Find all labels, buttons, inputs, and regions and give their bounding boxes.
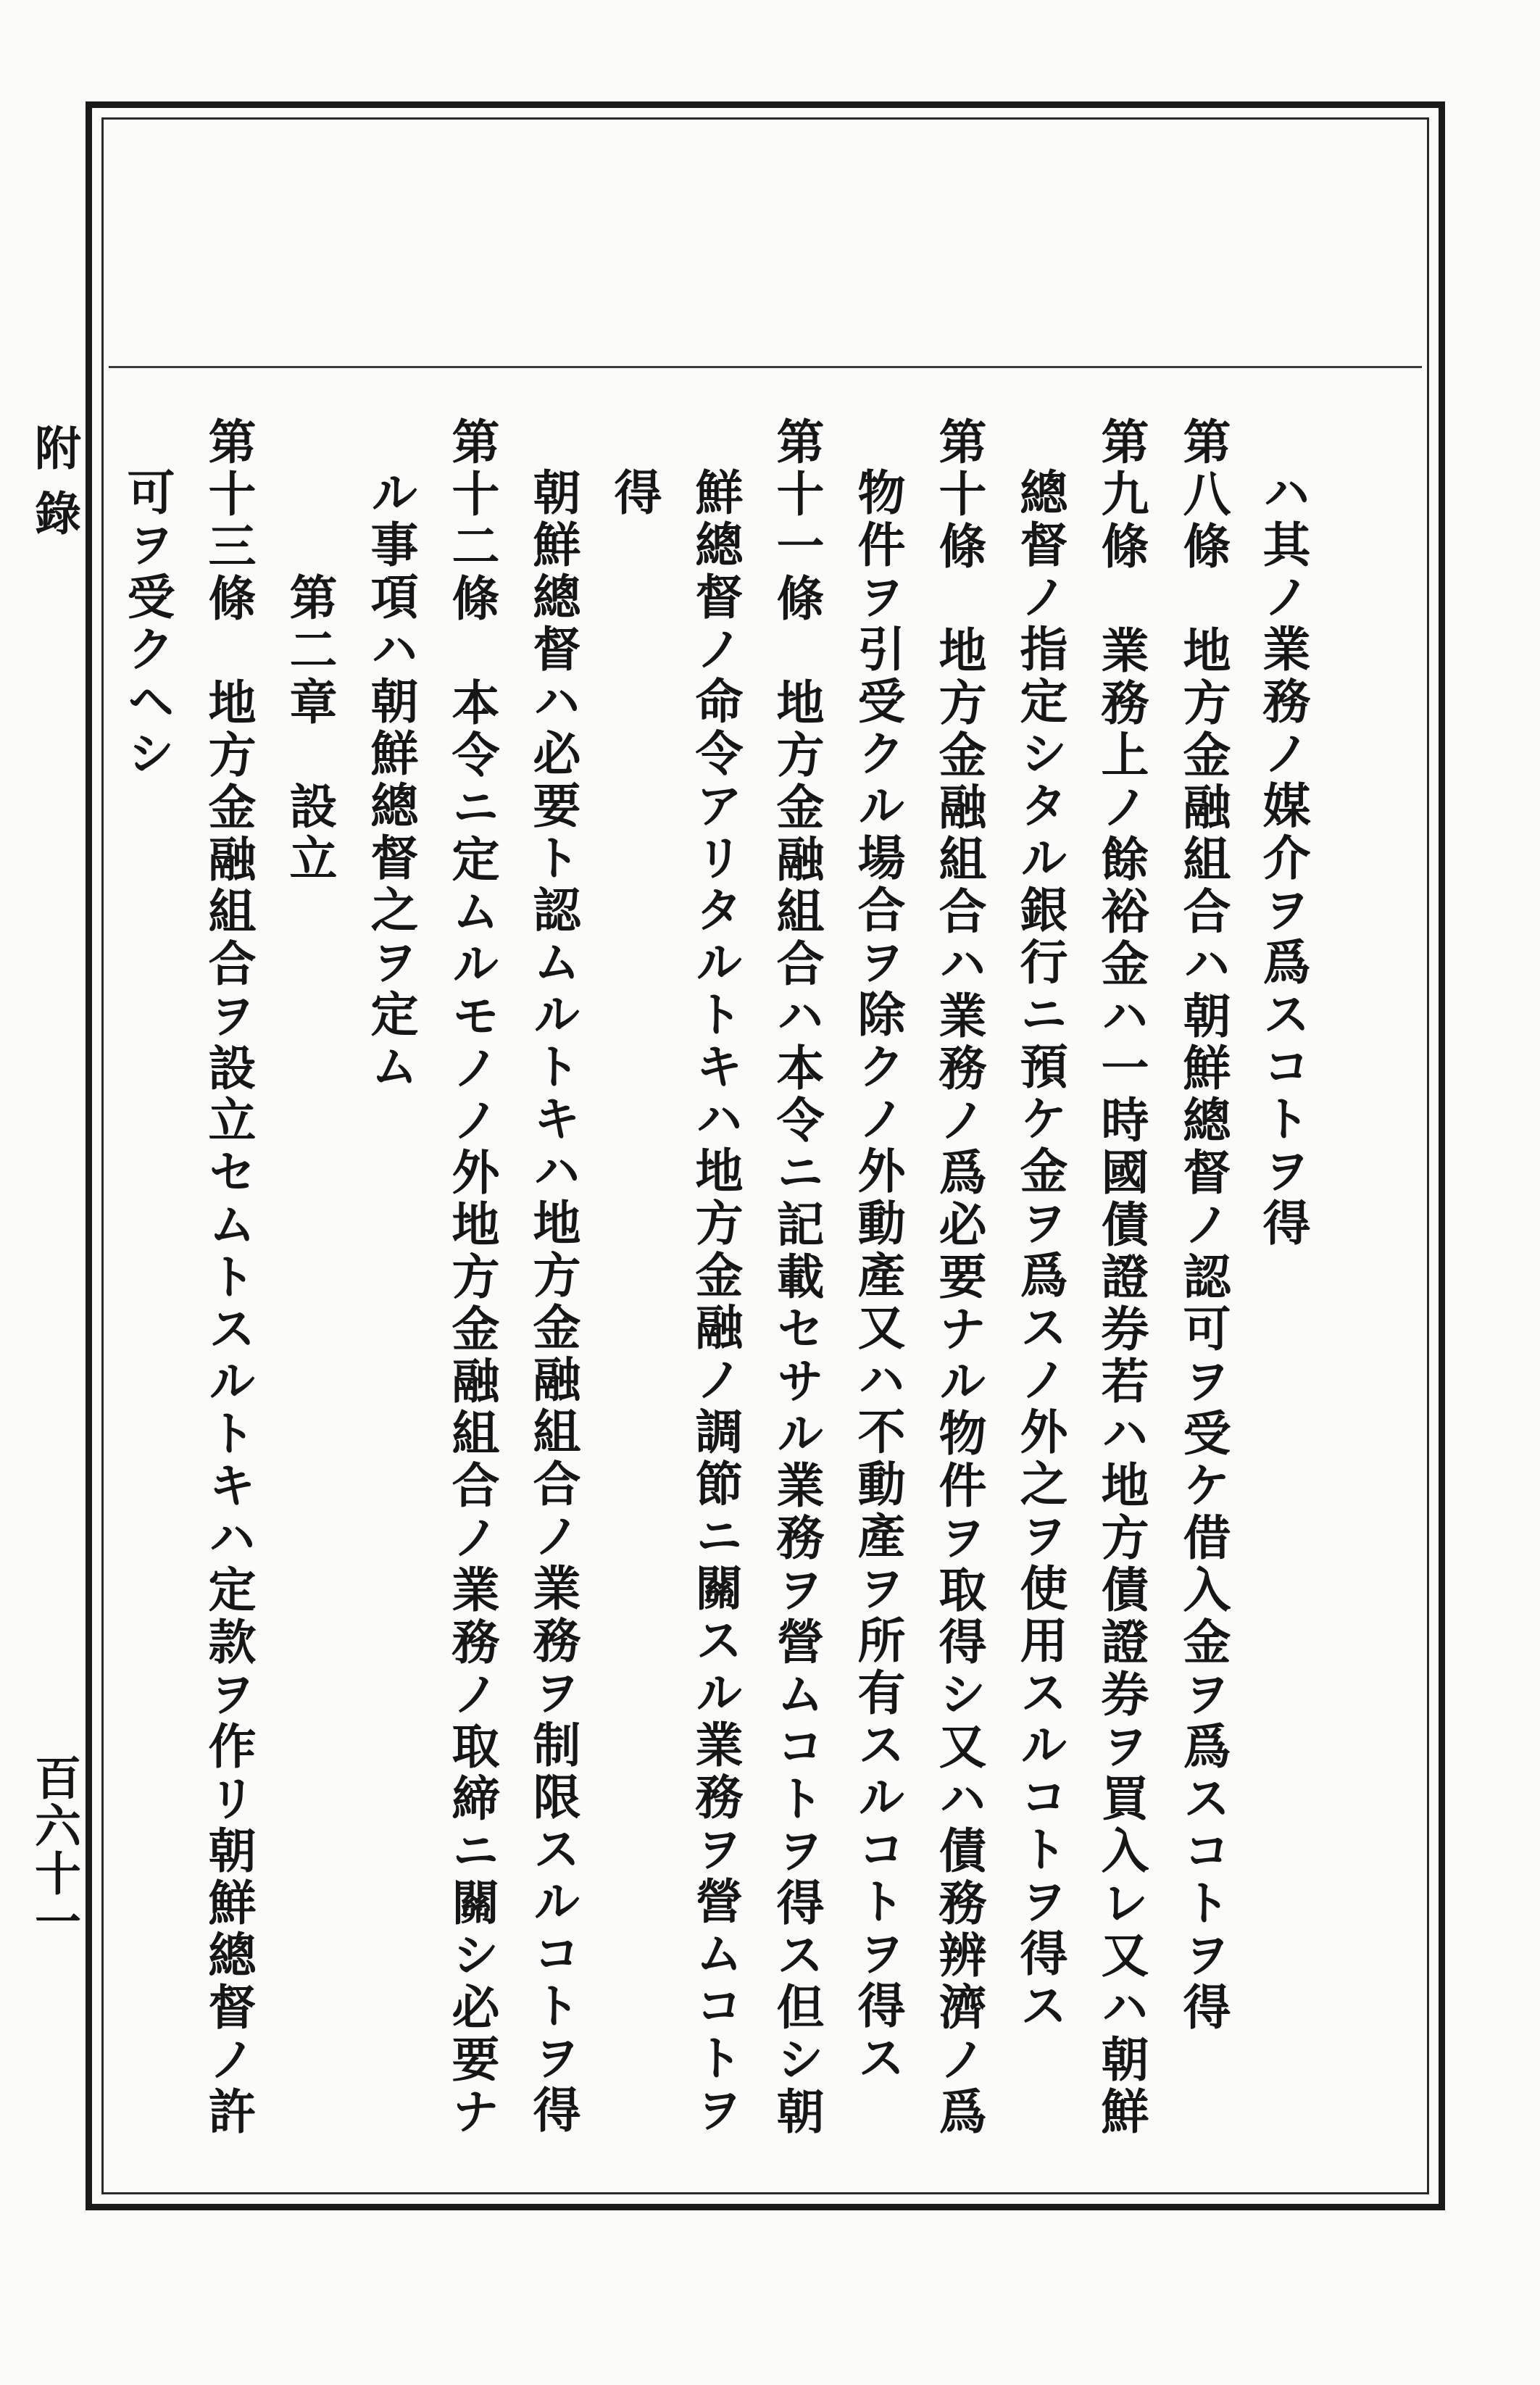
header-rule	[109, 366, 1422, 368]
article-10-column: 第十條 地方金融組合ハ業務ノ爲必要ナル物件ヲ取得シ又ハ債務辨濟ノ爲	[931, 417, 987, 2139]
article-13-column: 第十三條 地方金融組合ヲ設立セムトスルトキハ定款ヲ作リ朝鮮總督ノ許	[200, 417, 257, 2139]
chapter-2-heading: 第二章 設立	[281, 573, 338, 886]
article-12-column: 第十二條 本令ニ定ムルモノノ外地方金融組合ノ業務ノ取締ニ關シ必要ナ	[444, 417, 500, 2139]
article-13-continuation-column: 可ヲ受クヘシ	[119, 467, 175, 781]
article-11-column: 第十一條 地方金融組合ハ本令ニ記載セサル業務ヲ營ムコトヲ得ス但シ朝	[768, 417, 825, 2139]
article-9-continuation-column: 總督ノ指定シタル銀行ニ預ケ金ヲ爲スノ外之ヲ使用スルコトヲ得ス	[1012, 467, 1068, 2033]
article-9-column: 第九條 業務上ノ餘裕金ハ一時國債證券若ハ地方債證券ヲ買入レ又ハ朝鮮	[1093, 417, 1149, 2139]
article-11-continuation-column: 鮮總督ノ命令アリタルトキハ地方金融ノ調節ニ關スル業務ヲ營ムコトヲ	[687, 467, 744, 2137]
text-column-continuation: ハ其ノ業務ノ媒介ヲ爲スコトヲ得	[1254, 467, 1311, 1250]
article-11-end-column: 得	[606, 467, 662, 520]
article-10-continuation-column: 物件ヲ引受クル場合ヲ除クノ外動產又ハ不動產ヲ所有スルコトヲ得ス	[849, 467, 906, 2085]
article-11-paragraph-2-column: 朝鮮總督ハ必要ト認ムルトキハ地方金融組合ノ業務ヲ制限スルコトヲ得	[525, 467, 581, 2137]
page-number: 百六十一	[27, 1754, 81, 1945]
section-tab-label: 附錄	[27, 424, 81, 554]
article-12-continuation-column: ル事項ハ朝鮮總督之ヲ定ム	[362, 467, 419, 1094]
article-8-column: 第八條 地方金融組合ハ朝鮮總督ノ認可ヲ受ケ借入金ヲ爲スコトヲ得	[1175, 417, 1231, 2034]
